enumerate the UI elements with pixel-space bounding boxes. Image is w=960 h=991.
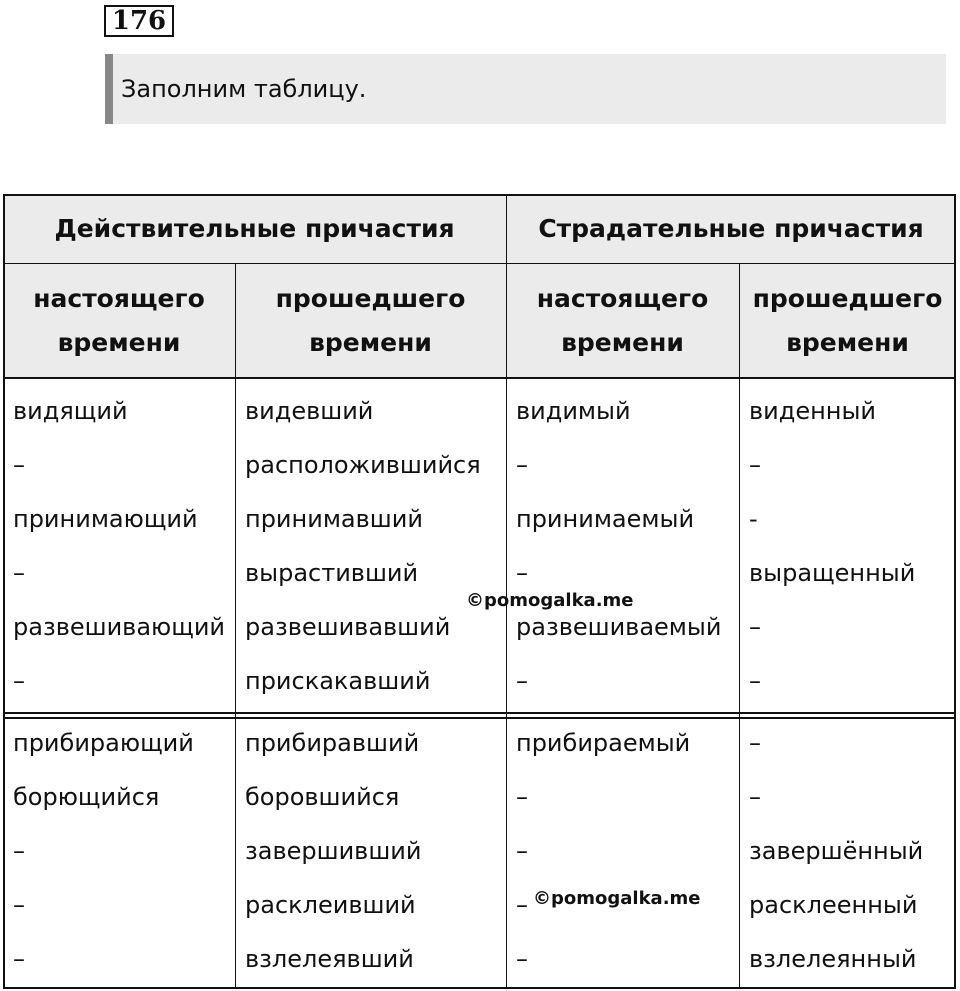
word: – <box>13 945 25 973</box>
table-divider <box>3 717 956 719</box>
word: – <box>516 667 528 695</box>
group2-col3 <box>506 719 739 989</box>
group1-col2 <box>235 378 506 713</box>
table-border-right <box>954 194 956 989</box>
word: боровшийся <box>245 783 400 811</box>
word: прискакавший <box>245 667 431 695</box>
group1-col1 <box>3 378 235 713</box>
table-column-divider <box>739 264 740 989</box>
word: – <box>749 729 761 757</box>
word: – <box>516 559 528 587</box>
table-border-bottom <box>3 987 956 989</box>
word: – <box>13 559 25 587</box>
exercise-number: 176 <box>104 5 174 37</box>
table-column-divider <box>235 264 236 989</box>
group1-col4 <box>739 378 956 713</box>
word: – <box>516 783 528 811</box>
header-passive-present: настоящего времени <box>506 264 739 378</box>
word: – <box>516 451 528 479</box>
table-divider <box>3 377 956 379</box>
word: - <box>749 505 758 533</box>
word: борющийся <box>13 783 160 811</box>
word: взлелеявший <box>245 945 414 973</box>
word: завершённый <box>749 837 924 865</box>
group2-col1 <box>3 719 235 989</box>
word: – <box>13 837 25 865</box>
word: прибиравший <box>245 729 420 757</box>
word: прибираемый <box>516 729 691 757</box>
note-text: Заполним таблицу. <box>105 54 946 124</box>
word: – <box>516 837 528 865</box>
participles-table <box>3 194 956 989</box>
word: видимый <box>516 397 631 425</box>
header-active-past: прошедшего времени <box>235 264 506 378</box>
group2-col2 <box>235 719 506 989</box>
word: вырастивший <box>245 559 419 587</box>
word: – <box>516 891 528 919</box>
word: – <box>749 613 761 641</box>
word: – <box>749 667 761 695</box>
table-border-top <box>3 194 956 196</box>
word: завершивший <box>245 837 422 865</box>
word: расположившийся <box>245 451 481 479</box>
word: – <box>749 783 761 811</box>
word: взлелеянный <box>749 945 917 973</box>
word: принимавший <box>245 505 423 533</box>
header-active-present: настоящего времени <box>3 264 235 378</box>
word: – <box>13 451 25 479</box>
word: видевший <box>245 397 374 425</box>
word: расклеивший <box>245 891 416 919</box>
table-border-left <box>3 194 5 989</box>
word: развешивавший <box>245 613 451 641</box>
word: принимающий <box>13 505 198 533</box>
word: – <box>13 891 25 919</box>
word: расклеенный <box>749 891 918 919</box>
word: выращенный <box>749 559 916 587</box>
table-divider <box>3 712 956 714</box>
table-divider <box>3 263 956 264</box>
header-active: Действительные причастия <box>3 194 506 264</box>
watermark: ©pomogalka.me <box>533 888 701 909</box>
header-passive-past: прошедшего времени <box>739 264 956 378</box>
word: развешиваемый <box>516 613 722 641</box>
word: развешивающий <box>13 613 226 641</box>
header-passive: Страдательные причастия <box>506 194 956 264</box>
word: видящий <box>13 397 128 425</box>
watermark: ©pomogalka.me <box>466 590 634 611</box>
word: – <box>516 945 528 973</box>
group1-col3 <box>506 378 739 713</box>
word: – <box>13 667 25 695</box>
word: – <box>749 451 761 479</box>
word: принимаемый <box>516 505 695 533</box>
word: прибирающий <box>13 729 194 757</box>
word: виденный <box>749 397 877 425</box>
group2-col4 <box>739 719 956 989</box>
